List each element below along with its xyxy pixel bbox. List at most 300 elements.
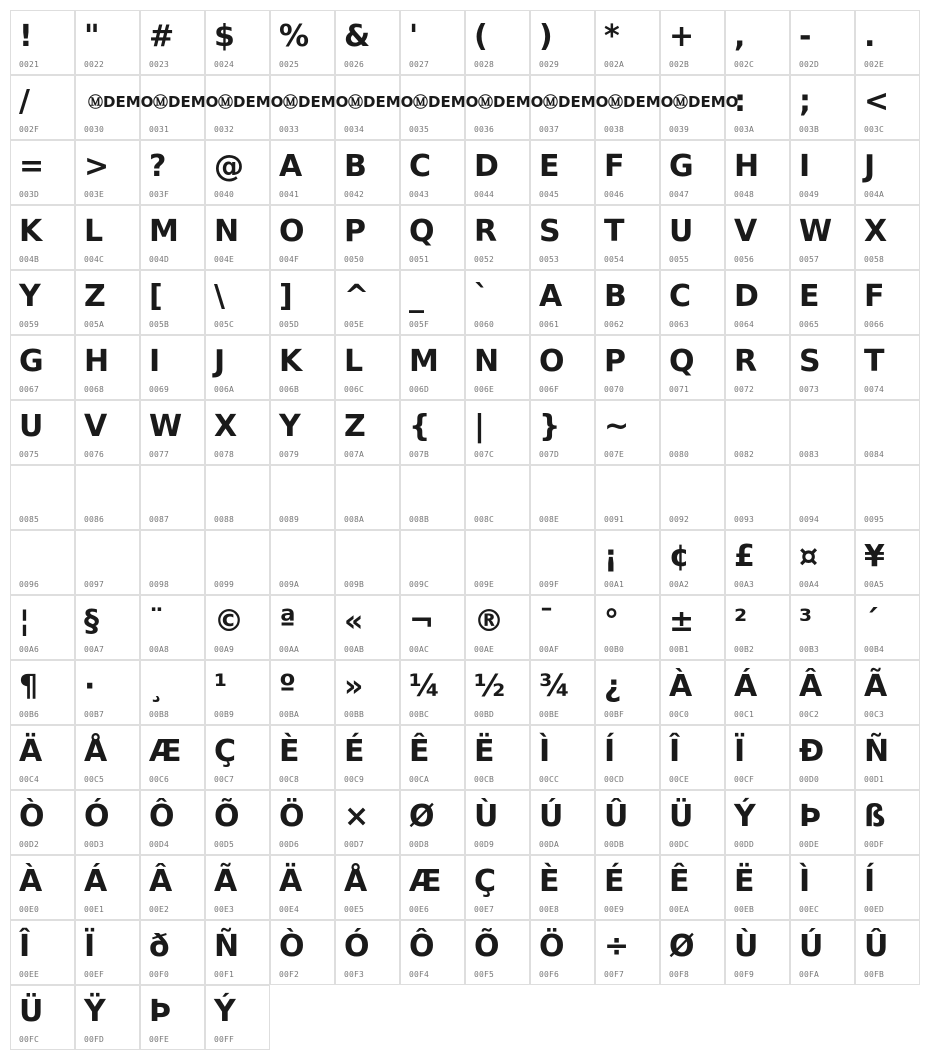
glyph-char: ¿ [604, 669, 622, 704]
glyph-cell [530, 465, 595, 530]
glyph-char: ¢ [669, 539, 690, 574]
glyph-cell [790, 140, 855, 205]
glyph-code: 00D3 [84, 840, 105, 849]
glyph-cell [465, 10, 530, 75]
glyph-char: ¾ [539, 669, 571, 704]
glyph-cell [10, 140, 75, 205]
glyph-char: } [539, 409, 561, 444]
glyph-char: ) [539, 19, 553, 54]
glyph-char: W [799, 214, 833, 249]
glyph-cell [465, 855, 530, 920]
glyph-code: 00D7 [344, 840, 365, 849]
glyph-cell [595, 725, 660, 790]
glyph-code: 006B [279, 385, 300, 394]
glyph-cell [855, 205, 920, 270]
glyph-code: 004C [84, 255, 105, 264]
glyph-code: 0032 [214, 125, 235, 134]
glyph-cell [400, 465, 465, 530]
glyph-char: Ò [19, 799, 45, 834]
glyph-code: 00F0 [149, 970, 170, 979]
glyph-cell [335, 335, 400, 400]
glyph-code: 007A [344, 450, 365, 459]
glyph-cell [10, 465, 75, 530]
glyph-cell [595, 855, 660, 920]
glyph-cell [205, 400, 270, 465]
glyph-code: 0062 [604, 320, 625, 329]
glyph-cell [140, 140, 205, 205]
glyph-cell [140, 10, 205, 75]
demo-watermark: ⓂDEMO [413, 93, 479, 111]
glyph-cell [10, 920, 75, 985]
glyph-char: L [344, 344, 364, 379]
glyph-char: P [604, 344, 626, 379]
glyph-code: 0026 [344, 60, 365, 69]
glyph-cell [75, 660, 140, 725]
glyph-cell [725, 10, 790, 75]
glyph-char: R [734, 344, 758, 379]
glyph-char: Å [344, 864, 368, 899]
glyph-char: ¯ [539, 604, 554, 639]
glyph-char: Ë [734, 864, 755, 899]
glyph-char: ´ [864, 604, 879, 639]
demo-watermark: ⓂDEMO [608, 93, 674, 111]
glyph-code: 00B4 [864, 645, 885, 654]
glyph-char: M [149, 214, 179, 249]
glyph-cell [75, 920, 140, 985]
glyph-cell [10, 530, 75, 595]
glyph-code: 00B2 [734, 645, 755, 654]
glyph-code: 00E7 [474, 905, 495, 914]
glyph-cell [205, 335, 270, 400]
glyph-code: 004A [864, 190, 885, 199]
glyph-code: 0042 [344, 190, 365, 199]
glyph-char: Ä [279, 864, 303, 899]
glyph-cell [335, 725, 400, 790]
demo-watermark: ⓂDEMO [478, 93, 544, 111]
glyph-cell [465, 725, 530, 790]
glyph-code: 00E5 [344, 905, 365, 914]
glyph-code: 009A [279, 580, 300, 589]
glyph-char: C [409, 149, 432, 184]
glyph-code: 008B [409, 515, 430, 524]
glyph-cell [10, 855, 75, 920]
glyph-char: U [19, 409, 44, 444]
glyph-cell [75, 75, 154, 140]
glyph-char: Ñ [864, 734, 890, 769]
glyph-char: « [344, 604, 364, 639]
glyph-code: 004B [19, 255, 40, 264]
glyph-cell [465, 530, 530, 595]
glyph-code: 0034 [344, 125, 365, 134]
glyph-cell [205, 465, 270, 530]
glyph-cell [530, 595, 595, 660]
glyph-code: 00C6 [149, 775, 170, 784]
glyph-char: , [734, 19, 746, 54]
glyph-char: Ö [539, 929, 565, 964]
glyph-cell [335, 595, 400, 660]
glyph-code: 0047 [669, 190, 690, 199]
glyph-cell [660, 725, 725, 790]
glyph-cell [855, 75, 920, 140]
glyph-cell [530, 790, 595, 855]
glyph-code: 00D1 [864, 775, 885, 784]
glyph-char: Í [604, 734, 616, 769]
glyph-cell [400, 400, 465, 465]
glyph-cell [660, 400, 725, 465]
glyph-cell [855, 270, 920, 335]
glyph-cell [205, 270, 270, 335]
glyph-code: 0096 [19, 580, 40, 589]
glyph-code: 0078 [214, 450, 235, 459]
glyph-code: 00BE [539, 710, 560, 719]
glyph-char: Õ [474, 929, 500, 964]
glyph-char: I [799, 149, 811, 184]
glyph-code: 00B7 [84, 710, 105, 719]
glyph-code: 0095 [864, 515, 885, 524]
glyph-char: ¶ [19, 669, 39, 704]
glyph-cell [335, 790, 400, 855]
glyph-code: 00E4 [279, 905, 300, 914]
glyph-cell [660, 270, 725, 335]
glyph-char: ^ [344, 279, 370, 314]
glyph-char: Ý [734, 799, 756, 834]
glyph-cell [400, 335, 465, 400]
glyph-code: 0099 [214, 580, 235, 589]
glyph-code: 00A7 [84, 645, 105, 654]
glyph-code: 00BC [409, 710, 430, 719]
glyph-cell [270, 725, 335, 790]
glyph-code: 002A [604, 60, 625, 69]
glyph-cell [725, 790, 790, 855]
glyph-code: 00F5 [474, 970, 495, 979]
glyph-cell [400, 140, 465, 205]
glyph-char: < [864, 84, 890, 119]
glyph-cell [140, 660, 205, 725]
glyph-char: X [214, 409, 238, 444]
glyph-code: 0048 [734, 190, 755, 199]
glyph-code: 0085 [19, 515, 40, 524]
glyph-code: 007E [604, 450, 625, 459]
glyph-char: ª [279, 604, 296, 639]
glyph-char: A [539, 279, 563, 314]
glyph-code: 0084 [864, 450, 885, 459]
demo-watermark: ⓂDEMO [673, 93, 739, 111]
glyph-code: 002E [864, 60, 885, 69]
glyph-code: 0093 [734, 515, 755, 524]
glyph-code: 0061 [539, 320, 560, 329]
glyph-char: Þ [149, 994, 172, 1029]
glyph-char: ð [149, 929, 170, 964]
glyph-cell [205, 920, 270, 985]
glyph-char: Á [734, 669, 758, 704]
glyph-char: & [344, 19, 371, 54]
glyph-cell [140, 400, 205, 465]
glyph-cell [595, 140, 660, 205]
glyph-char: Ï [84, 929, 96, 964]
glyph-code: 00EE [19, 970, 40, 979]
glyph-char: F [864, 279, 885, 314]
glyph-char: X [864, 214, 888, 249]
glyph-char: » [344, 669, 364, 704]
glyph-code: 0076 [84, 450, 105, 459]
glyph-cell [855, 140, 920, 205]
glyph-char: Q [669, 344, 695, 379]
glyph-code: 00ED [864, 905, 885, 914]
glyph-code: 0082 [734, 450, 755, 459]
glyph-code: 0044 [474, 190, 495, 199]
glyph-cell [270, 660, 335, 725]
glyph-cell [75, 725, 140, 790]
glyph-char: Û [604, 799, 629, 834]
glyph-char: Ì [539, 734, 551, 769]
glyph-code: 0035 [409, 125, 430, 134]
glyph-cell [725, 855, 790, 920]
glyph-code: 0043 [409, 190, 430, 199]
glyph-code: 00FF [214, 1035, 235, 1044]
glyph-cell [75, 790, 140, 855]
glyph-cell [790, 530, 855, 595]
glyph-char: Z [84, 279, 106, 314]
glyph-char: Û [864, 929, 889, 964]
glyph-code: 00CA [409, 775, 430, 784]
glyph-char: Ä [19, 734, 43, 769]
glyph-code: 00C3 [864, 710, 885, 719]
glyph-code: 00DB [604, 840, 625, 849]
glyph-code: 0050 [344, 255, 365, 264]
glyph-cell [465, 595, 530, 660]
glyph-cell [530, 140, 595, 205]
glyph-char: O [539, 344, 565, 379]
glyph-code: 00AF [539, 645, 560, 654]
glyph-cell [140, 205, 205, 270]
glyph-char: Í [864, 864, 876, 899]
glyph-code: 00C7 [214, 775, 235, 784]
glyph-code: 0064 [734, 320, 755, 329]
glyph-code: 0024 [214, 60, 235, 69]
glyph-char: B [344, 149, 367, 184]
glyph-cell [400, 920, 465, 985]
glyph-code: 006D [409, 385, 430, 394]
glyph-cell [530, 335, 595, 400]
glyph-code: 0046 [604, 190, 625, 199]
glyph-code: 00A6 [19, 645, 40, 654]
glyph-cell [790, 595, 855, 660]
glyph-char: Æ [149, 734, 182, 769]
glyph-char: : [734, 84, 746, 119]
glyph-char: Ï [734, 734, 746, 769]
glyph-cell [10, 790, 75, 855]
glyph-cell [205, 855, 270, 920]
glyph-code: 0022 [84, 60, 105, 69]
glyph-cell [75, 855, 140, 920]
glyph-code: 0053 [539, 255, 560, 264]
glyph-code: 003A [734, 125, 755, 134]
glyph-code: 0066 [864, 320, 885, 329]
glyph-char: S [799, 344, 821, 379]
glyph-cell [790, 855, 855, 920]
glyph-char: T [604, 214, 625, 249]
glyph-char: É [344, 734, 365, 769]
glyph-char: Î [19, 929, 31, 964]
glyph-code: 00B8 [149, 710, 170, 719]
glyph-char: - [799, 19, 812, 54]
glyph-cell [530, 725, 595, 790]
glyph-code: 0054 [604, 255, 625, 264]
glyph-cell [790, 790, 855, 855]
glyph-cell [270, 920, 335, 985]
glyph-char: ¸ [149, 669, 164, 704]
glyph-cell [205, 205, 270, 270]
glyph-code: 00F6 [539, 970, 560, 979]
glyph-char: Ø [409, 799, 435, 834]
glyph-code: 002C [734, 60, 755, 69]
glyph-char: Ç [214, 734, 237, 769]
glyph-code: 00D0 [799, 775, 820, 784]
glyph-code: 00B3 [799, 645, 820, 654]
glyph-code: 008E [539, 515, 560, 524]
glyph-cell [270, 465, 335, 530]
glyph-char: E [539, 149, 560, 184]
glyph-char: Ö [279, 799, 305, 834]
glyph-cell [140, 465, 205, 530]
glyph-cell [335, 530, 400, 595]
glyph-code: 0023 [149, 60, 170, 69]
glyph-cell [855, 725, 920, 790]
glyph-char: ¥ [864, 539, 885, 574]
glyph-code: 0091 [604, 515, 625, 524]
glyph-char: ` [474, 279, 489, 314]
glyph-code: 0058 [864, 255, 885, 264]
glyph-code: 00CD [604, 775, 625, 784]
demo-watermark: ⓂDEMO [283, 93, 349, 111]
glyph-cell [660, 205, 725, 270]
glyph-cell [530, 530, 595, 595]
glyph-char: \ [214, 279, 225, 314]
glyph-code: 006E [474, 385, 495, 394]
glyph-code: 0027 [409, 60, 430, 69]
glyph-cell [530, 660, 595, 725]
glyph-code: 00A3 [734, 580, 755, 589]
glyph-code: 0080 [669, 450, 690, 459]
glyph-code: 00F9 [734, 970, 755, 979]
glyph-cell [270, 595, 335, 660]
glyph-cell [10, 75, 75, 140]
glyph-code: 0068 [84, 385, 105, 394]
glyph-char: D [474, 149, 499, 184]
glyph-char: R [474, 214, 498, 249]
glyph-code: 00DC [669, 840, 690, 849]
glyph-code: 006F [539, 385, 560, 394]
glyph-char: L [84, 214, 104, 249]
glyph-cell [400, 205, 465, 270]
glyph-char: M [409, 344, 439, 379]
glyph-char: Y [279, 409, 301, 444]
glyph-code: 0088 [214, 515, 235, 524]
glyph-cell [75, 140, 140, 205]
glyph-char: * [604, 19, 620, 54]
glyph-code: 00EB [734, 905, 755, 914]
glyph-cell [10, 985, 75, 1050]
glyph-cell [790, 335, 855, 400]
glyph-code: 009C [409, 580, 430, 589]
glyph-code: 00E3 [214, 905, 235, 914]
glyph-cell [595, 595, 660, 660]
glyph-char: Ú [539, 799, 564, 834]
glyph-char: Ú [799, 929, 824, 964]
glyph-char: È [279, 734, 300, 769]
glyph-char: Ù [734, 929, 759, 964]
glyph-char: Ô [149, 799, 175, 834]
glyph-char: H [84, 344, 110, 379]
glyph-char: ½ [474, 669, 506, 704]
glyph-cell [335, 920, 400, 985]
glyph-cell [725, 400, 790, 465]
glyph-code: 00F1 [214, 970, 235, 979]
glyph-cell [855, 335, 920, 400]
glyph-char: Ê [669, 864, 690, 899]
glyph-cell [595, 335, 660, 400]
glyph-cell [400, 725, 465, 790]
glyph-char: ( [474, 19, 488, 54]
glyph-cell [855, 920, 920, 985]
glyph-code: 00D8 [409, 840, 430, 849]
glyph-cell [205, 660, 270, 725]
glyph-cell [400, 270, 465, 335]
glyph-char: = [19, 149, 45, 184]
glyph-code: 00BB [344, 710, 365, 719]
glyph-char: > [84, 149, 110, 184]
glyph-cell [75, 530, 140, 595]
glyph-char: @ [214, 149, 244, 184]
glyph-char: ± [669, 604, 695, 639]
glyph-cell [140, 530, 205, 595]
glyph-code: 005C [214, 320, 235, 329]
glyph-char: Õ [214, 799, 240, 834]
glyph-cell [465, 465, 530, 530]
glyph-char: | [474, 409, 485, 444]
glyph-code: 00C1 [734, 710, 755, 719]
glyph-code: 00D9 [474, 840, 495, 849]
glyph-cell [530, 205, 595, 270]
glyph-code: 00B0 [604, 645, 625, 654]
glyph-code: 00E2 [149, 905, 170, 914]
glyph-cell [140, 985, 205, 1050]
glyph-code: 00AE [474, 645, 495, 654]
glyph-cell [465, 660, 530, 725]
glyph-cell [270, 400, 335, 465]
glyph-code: 0021 [19, 60, 40, 69]
glyph-code: 0045 [539, 190, 560, 199]
glyph-code: 002F [19, 125, 40, 134]
glyph-cell [335, 10, 400, 75]
glyph-code: 00CE [669, 775, 690, 784]
glyph-cell [75, 270, 140, 335]
glyph-char: Å [84, 734, 108, 769]
glyph-cell [270, 140, 335, 205]
glyph-code: 00F4 [409, 970, 430, 979]
glyph-code: 006C [344, 385, 365, 394]
glyph-code: 00D2 [19, 840, 40, 849]
glyph-char: K [19, 214, 43, 249]
glyph-code: 007C [474, 450, 495, 459]
glyph-cell [660, 920, 725, 985]
glyph-cell [335, 205, 400, 270]
glyph-cell [530, 10, 595, 75]
glyph-code: 0060 [474, 320, 495, 329]
glyph-code: 005B [149, 320, 170, 329]
glyph-cell [660, 790, 725, 855]
glyph-char: ° [604, 604, 619, 639]
